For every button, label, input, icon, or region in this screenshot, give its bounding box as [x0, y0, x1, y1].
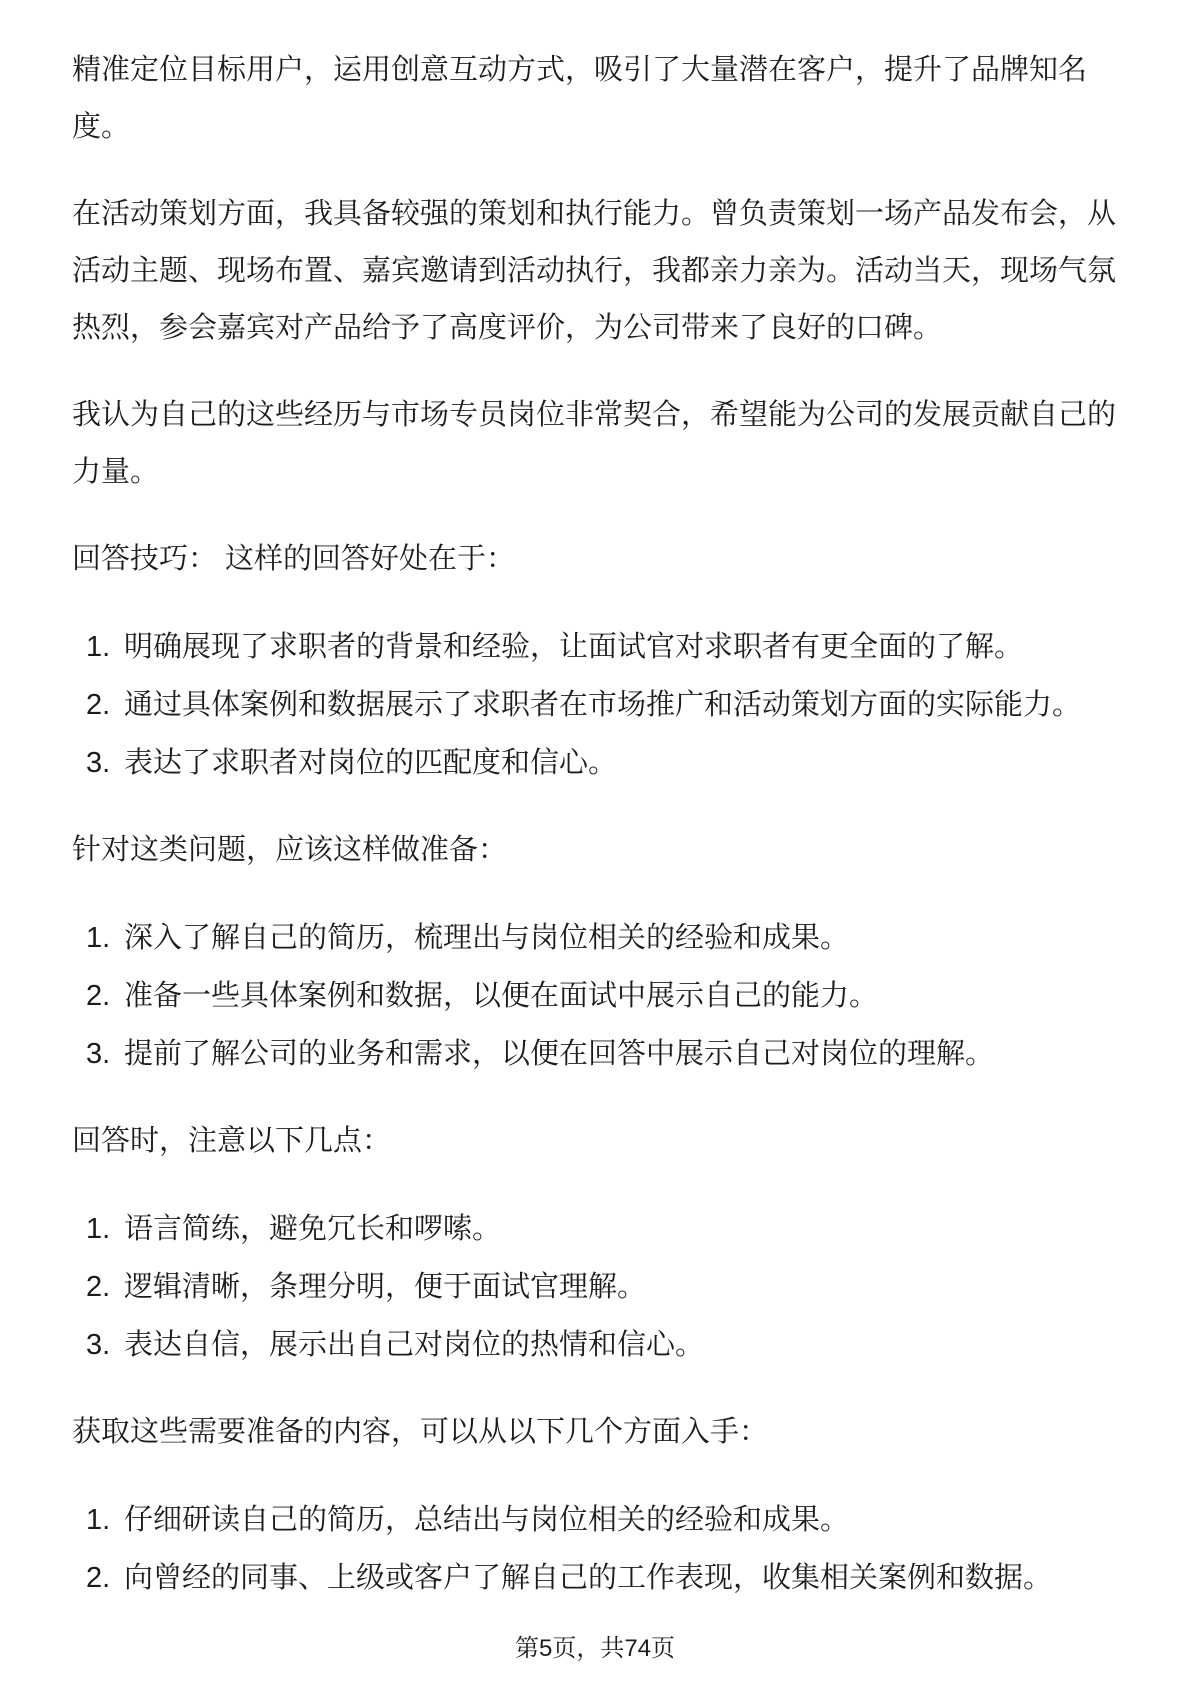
section-heading: 回答技巧： 这样的回答好处在于： — [72, 543, 516, 575]
paragraph: 在活动策划方面，我具备较强的策划和执行能力。曾负责策划一场产品发布会，从活动主题、现场布置、嘉宾邀请到活动执行，我都亲力亲为。活动当天，现场气氛热烈，参会嘉宾对产品给予了高度评价，为公司带来了良好的口碑。 — [72, 198, 1117, 344]
list-item-number: 1. — [86, 922, 111, 954]
list-item-text: 表达了求职者对岗位的匹配度和信心。 — [124, 747, 618, 779]
list-item — [72, 967, 1125, 1025]
numbered-list — [72, 1200, 1125, 1374]
list-item-number: 3. — [86, 1038, 111, 1070]
list-item-number: 2. — [86, 980, 111, 1012]
list-item — [72, 676, 1125, 734]
list-item-number: 1. — [86, 631, 111, 663]
page-indicator: 第5页，共74页 — [514, 1635, 676, 1662]
numbered-list — [72, 909, 1125, 1083]
section-heading: 针对这类问题，应该这样做准备： — [72, 834, 508, 866]
list-item — [72, 909, 1125, 967]
numbered-list — [72, 1491, 1125, 1607]
section-heading: 获取这些需要准备的内容，可以从以下几个方面入手： — [72, 1416, 769, 1448]
list-item-text: 仔细研读自己的简历，总结出与岗位相关的经验和成果。 — [124, 1504, 850, 1536]
list-item-text: 明确展现了求职者的背景和经验，让面试官对求职者有更全面的了解。 — [124, 631, 1024, 663]
paragraph: 精准定位目标用户，运用创意互动方式，吸引了大量潜在客户，提升了品牌知名度。 — [72, 54, 1088, 143]
section-heading: 回答时，注意以下几点： — [72, 1125, 392, 1157]
list-item-number: 2. — [86, 1562, 111, 1594]
numbered-list — [72, 618, 1125, 792]
list-item-number: 2. — [86, 1271, 111, 1303]
list-item — [72, 1549, 1125, 1607]
list-item-number: 3. — [86, 1329, 111, 1361]
list-item-text: 提前了解公司的业务和需求，以便在回答中展示自己对岗位的理解。 — [124, 1038, 995, 1070]
paragraph: 我认为自己的这些经历与市场专员岗位非常契合，希望能为公司的发展贡献自己的力量。 — [72, 399, 1117, 488]
list-item-text: 表达自信，展示出自己对岗位的热情和信心。 — [124, 1329, 705, 1361]
list-item-text: 逻辑清晰，条理分明，便于面试官理解。 — [124, 1271, 647, 1303]
list-item-text: 向曾经的同事、上级或客户了解自己的工作表现，收集相关案例和数据。 — [124, 1562, 1053, 1594]
list-item-text: 通过具体案例和数据展示了求职者在市场推广和活动策划方面的实际能力。 — [124, 689, 1082, 721]
list-item-number: 1. — [86, 1504, 111, 1536]
list-item — [72, 1025, 1125, 1083]
list-item — [72, 734, 1125, 792]
list-item-text: 语言简练，避免冗长和啰嗦。 — [124, 1213, 502, 1245]
list-item — [72, 618, 1125, 676]
list-item — [72, 1200, 1125, 1258]
list-item-text: 准备一些具体案例和数据，以便在面试中展示自己的能力。 — [124, 980, 879, 1012]
list-item — [72, 1491, 1125, 1549]
document-body — [72, 42, 1125, 1637]
list-item — [72, 1316, 1125, 1374]
list-item-text: 深入了解自己的简历，梳理出与岗位相关的经验和成果。 — [124, 922, 850, 954]
list-item-number: 1. — [86, 1213, 111, 1245]
list-item-number: 3. — [86, 747, 111, 779]
list-item-number: 2. — [86, 689, 111, 721]
list-item — [72, 1258, 1125, 1316]
